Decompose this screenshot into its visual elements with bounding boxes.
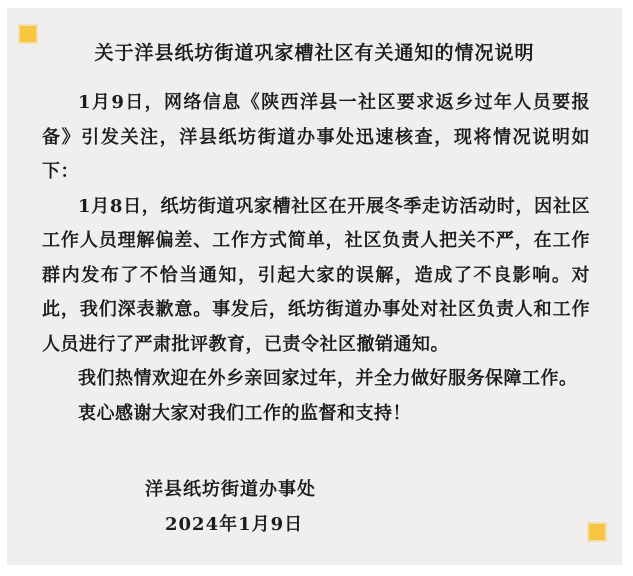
notice-document: [7, 8, 622, 565]
yellow-corner-accent-bottom-right: [589, 524, 605, 540]
notice-paragraph-1: 1月9日，网络信息《陕西洋县一社区要求返乡过年人员要报备》引发关注，洋县纸坊街道办事处迅速核查，现将情况说明如下：: [42, 92, 590, 182]
signature-block: [7, 473, 622, 542]
signature: 洋县纸坊街道办事处: [145, 479, 316, 500]
notice-paragraph-4: 衷心感谢大家对我们工作的监督和支持！: [78, 402, 411, 424]
yellow-corner-accent-top-left: [20, 26, 36, 42]
notice-paragraph-3: 我们热情欢迎在外乡亲回家过年，并全力做好服务保障工作。: [78, 368, 578, 389]
notice-paragraph-2: 1月8日，纸坊街道巩家槽社区在开展冬季走访活动时，因社区工作人员理解偏差、工作方式简单，社区负责人把关不严，在工作群内发布了不恰当通知，引起大家的误解，造成了不良影响。对此，我们深表歉意。事发后，纸坊街道办事处对社区负责人和工作人员进行了严肃批评教育，已责令社区撤销通知。: [42, 195, 590, 355]
notice-date: 2024年1月9日: [165, 513, 304, 535]
notice-title: 关于洋县纸坊街道巩家槽社区有关通知的情况说明: [94, 42, 535, 64]
notice-body: [7, 86, 622, 431]
